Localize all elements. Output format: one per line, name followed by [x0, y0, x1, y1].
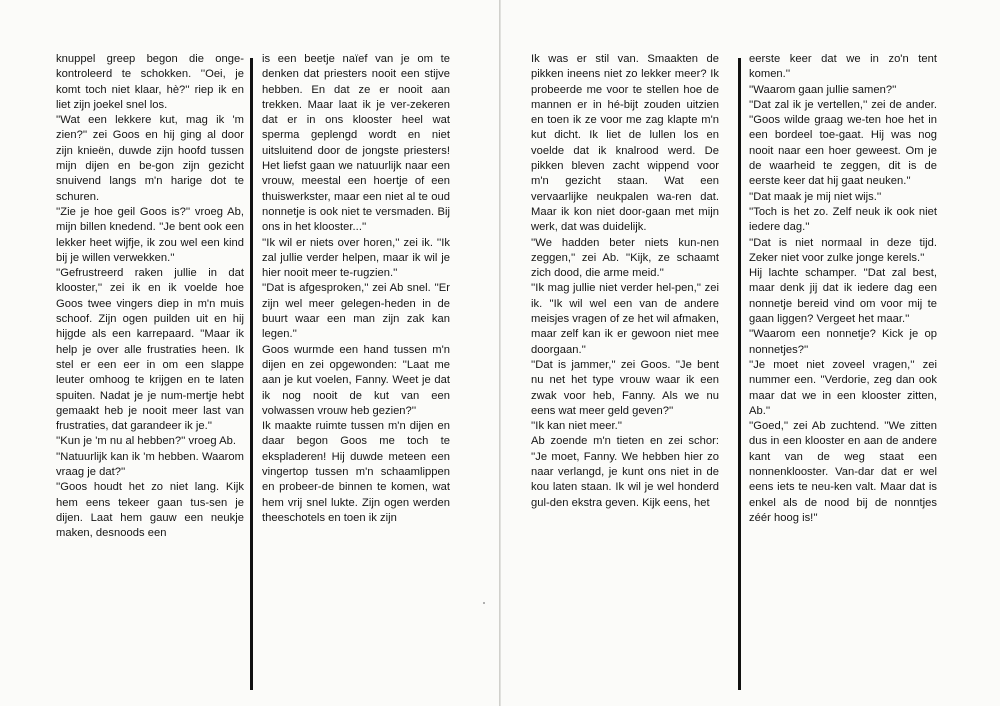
paragraph: ''Dat is afgesproken,'' zei Ab snel. ''Er zijn wel meer gelegen-heden in de buurt waar een man zijn zak kan legen.'' [262, 282, 450, 341]
left-page [0, 0, 499, 706]
paragraph: ''Natuurlijk kan ik 'm hebben. Waarom vraag je dat?'' [56, 450, 244, 479]
text-column-4 [749, 52, 937, 526]
paragraph: ''Gefrustreerd raken jullie in dat klooster,'' zei ik en ik voelde hoe Goos twee vingers diep in m'n muis schoof. Zijn ogen puilden uit en hij hijgde als een karrepaard. ''Maar ik help je over alle frustraties heen. Ik stel er een eer in om een slappe leuter omhoog te krijgen en te laten spuiten. Nadat je je num-mertje hebt gemaakt heb je nooit meer last van frustraties, dat garandeer ik je.'' [56, 267, 244, 433]
column-rule [250, 58, 253, 690]
paragraph: ''Waarom gaan jullie samen?'' [749, 83, 897, 96]
paragraph: ''Goos houdt het zo niet lang. Kijk hem eens tekeer gaan tus-sen je dijen. Laat hem gauw een neukje maken, desnoods een [56, 481, 244, 540]
text-column-1 [56, 52, 244, 542]
paragraph: ''Waarom een nonnetje? Kick je op nonnetjes?'' [749, 328, 937, 356]
paragraph: ''Je moet niet zoveel vragen,'' zei nummer een. ''Verdorie, zeg dan ook maar dat we in een klooster zitten, Ab.'' [749, 358, 937, 417]
paragraph: ''Ik wil er niets over horen,'' zei ik. ''Ik zal jullie verder helpen, maar ik wil je hier nooit meer te-rugzien.'' [262, 236, 450, 280]
paragraph: ''We hadden beter niets kun-nen zeggen,'' zei Ab. ''Kijk, ze schaamt zich dood, die arme meid.'' [531, 236, 719, 280]
paragraph: ''Goed,'' zei Ab zuchtend. ''We zitten dus in een klooster en aan de andere kant van de weg staat een nonnenklooster. Van-dar dat er wel eens iets te neu-ken valt. Maar dat is enkel als de nood bij de nonntjes zéér hoog is!'' [749, 420, 937, 524]
print-speck [483, 602, 485, 604]
paragraph: Goos wurmde een hand tussen m'n dijen en zei opgewonden: ''Laat me aan je kut voelen, Fanny. Weet je dat ik nog nooit de kut van een volwassen vrouw heb gezien?'' [262, 343, 450, 417]
paragraph: ''Dat is jammer,'' zei Goos. ''Je bent nu net het type vrouw waar ik een zwak voor heb, Fanny. Als we nu eens wat meer geld geven?'' [531, 358, 719, 417]
paragraph: ''Ik mag jullie niet verder hel-pen,'' zei ik. ''Ik wil wel een van de andere meisjes vragen of ze het wil afmaken, maar zelf kan ik er gewoon niet mee doorgaan.'' [531, 282, 719, 356]
right-page [501, 0, 1000, 706]
text-column-2 [262, 52, 450, 526]
paragraph: ''Zie je hoe geil Goos is?'' vroeg Ab, mijn billen knedend. ''Je bent ook een lekker heet wijfje, ik zou wel een kind bij je willen verwekken.'' [56, 205, 244, 264]
paragraph: Ab zoende m'n tieten en zei schor: ''Je moet, Fanny. We hebben hier zo naar verlangd, je kunt ons niet in de kou laten staan. Ik wil je wel honderd gul-den ekstra geven. Kijk eens, het [531, 435, 719, 509]
paragraph: knuppel greep begon die onge-kontroleerd te schokken. ''Oei, je komt toch niet klaar, hè?'' riep ik en liet zijn joekel snel los. [56, 53, 244, 111]
paragraph: Ik was er stil van. Smaakten de pikken ineens niet zo lekker meer? Ik probeerde me voor te stellen hoe de mannen er in hé-bijt zouden uitzien en toen ik ze voor me zag klapte m'n kut dicht. Ik liet de lullen los en voelde dat ik knalrood werd. De pikken bleven zacht wippend voor m'n gezicht staan. Wat een vervaarlijke neukpalen wa-ren dat. Maar ik kon niet door-gaan met mijn werk, dat was duidelijk. [531, 53, 719, 234]
paragraph: ''Kun je 'm nu al hebben?'' vroeg Ab. [56, 435, 236, 448]
text-column-3 [531, 52, 719, 511]
paragraph: ''Dat maak je mij niet wijs.'' [749, 190, 882, 203]
paragraph: is een beetje naïef van je om te denken dat priesters nooit een stijve hebben. En dat ze er nooit aan trekken. Maar laat ik je ver-zekeren dat er in ons klooster heel wat sperma geplengd wordt en niet uitsluitend door de jongste priesters! Het liefst gaan we natuurlijk naar een vrouw, meestal een hoertje of een thuiswerkster, maar een niet al te oud nonnetje is ook niet te versmaden. Bij ons in het klooster...'' [262, 53, 450, 234]
paragraph: ''Dat is niet normaal in deze tijd. Zeker niet voor zulke jonge kerels.'' [749, 236, 937, 264]
paragraph: eerste keer dat we in zo'n tent komen.'' [749, 53, 937, 81]
column-rule [738, 58, 741, 690]
paragraph: ''Ik kan niet meer.'' [531, 420, 623, 433]
paragraph: Ik maakte ruimte tussen m'n dijen en daar begon Goos me toch te ekspladeren! Hij duwde meteen een vingertop tussen m'n schaamlippen en probeer-de binnen te komen, wat hem vrij snel lukte. Zijn ogen werden theeschotels en toen ik zijn [262, 420, 450, 524]
paragraph: ''Dat zal ik je vertellen,'' zei de ander. ''Goos wilde graag we-ten hoe het in een bordeel toe-gaat. Hij was nog nooit naar een hoer geweest. Om je de waarheid te zeggen, dit is de eerste keer dat hij gaat neuken.'' [749, 98, 937, 188]
paragraph: Hij lachte schamper. ''Dat zal best, maar denk jij dat ik iedere dag een nonnetje bereid vind om voor mij te gaan liggen? Vergeet het maar.'' [749, 267, 937, 326]
paragraph: ''Wat een lekkere kut, mag ik 'm zien?'' zei Goos en hij ging al door zijn knieën, duwde zijn hoofd tussen mijn dijen en be-gon zijn gezicht snuivend langs m'n harige dot te schuren. [56, 114, 244, 203]
paragraph: ''Toch is het zo. Zelf neuk ik ook niet iedere dag.'' [749, 205, 937, 234]
